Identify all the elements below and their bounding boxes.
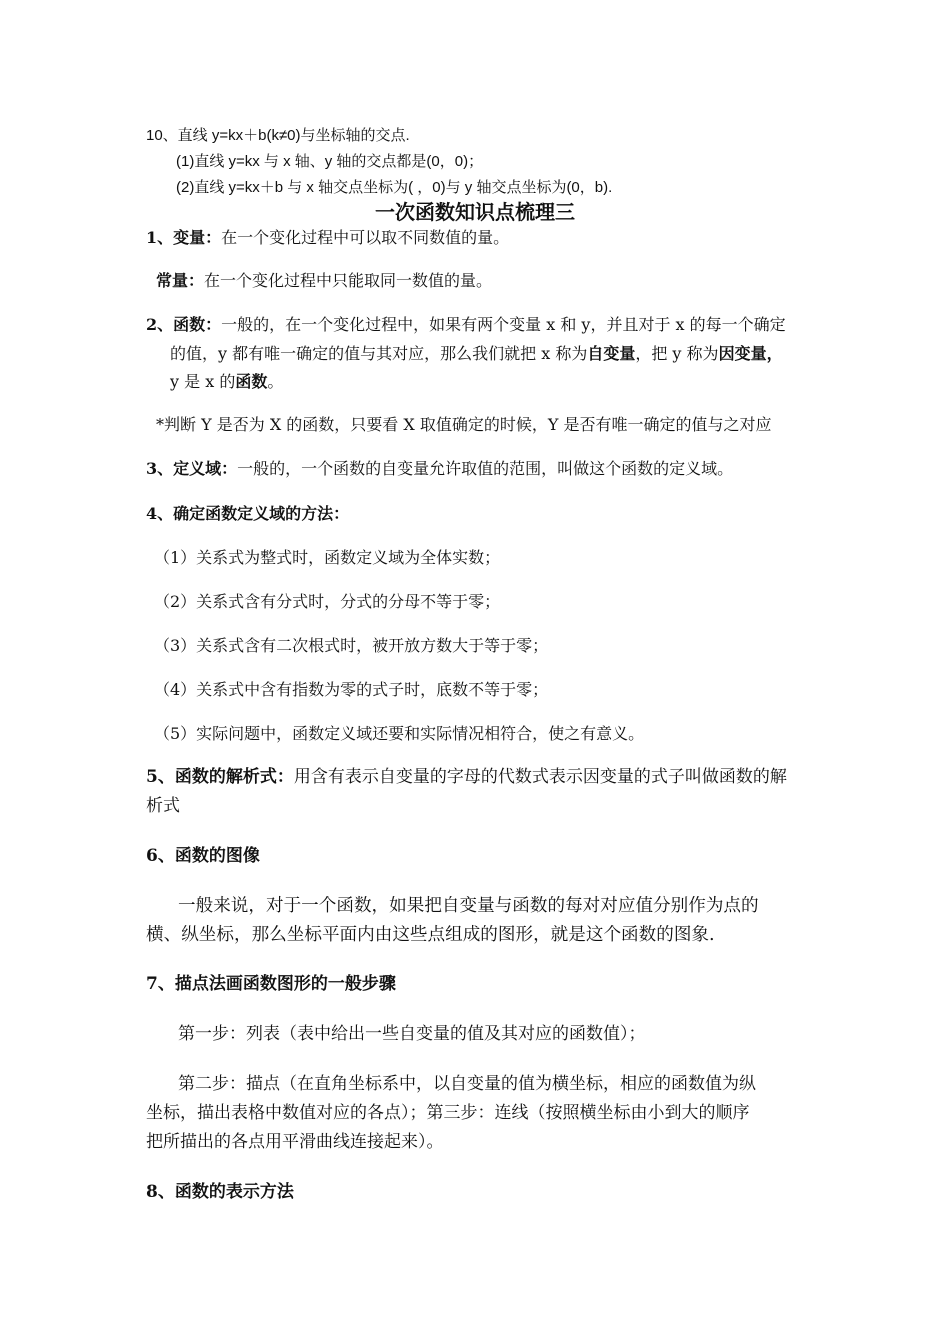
section-2-text-line3a: y 是 x 的: [170, 372, 236, 391]
section-8-heading: 8、函数的表示方法: [146, 1182, 294, 1202]
section-5-line2: 析式: [146, 796, 180, 816]
section-7-heading: 7、描点法画函数图形的一般步骤: [146, 974, 396, 994]
section-2-note: *判断 Y 是否为 X 的函数，只要看 X 取值确定的时候，Y 是否有唯一确定的值与之对应: [156, 415, 772, 434]
section-3-label: 3、定义域：: [146, 459, 238, 478]
section-2-text-line2e: ，: [766, 344, 783, 363]
domain-method-item: （4）关系式中含有指数为零的式子时，底数不等于零；: [154, 680, 549, 699]
section-6-heading: 6、函数的图像: [146, 846, 260, 866]
section-2-text-line3c: 。: [267, 372, 284, 391]
domain-method-item: （1）关系式为整式时，函数定义域为全体实数；: [154, 548, 501, 567]
domain-method-item: （3）关系式含有二次根式时，被开放方数大于等于零；: [154, 636, 549, 655]
section-6-line2: 横、纵坐标，那么坐标平面内由这些点组成的图形，就是这个函数的图象.: [146, 925, 715, 945]
section-6-line1: 一般来说，对于一个函数，如果把自变量与函数的每对对应值分别作为点的: [178, 896, 759, 916]
section-5-line1: [146, 767, 787, 787]
section-1-text: 在一个变化过程中可以取不同数值的量。: [221, 228, 510, 247]
domain-method-item: （2）关系式含有分式时，分式的分母不等于零；: [154, 592, 501, 611]
term-independent-variable: 自变量: [587, 344, 636, 363]
section-1-variable: [146, 228, 509, 248]
constant-text: 在一个变化过程中只能取同一数值的量。: [204, 271, 493, 290]
item10-sub1: (1)直线 y=kx 与 x 轴、y 轴的交点都是(0，0)；: [176, 153, 484, 170]
section-5-text: 用含有表示自变量的字母的代数式表示因变量的式子叫做函数的解: [293, 767, 787, 787]
section-7-step2-line2: 坐标，描出表格中数值对应的各点）；第三步：连线（按照横坐标由小到大的顺序: [146, 1103, 750, 1123]
section-2-text-line2a: 的值，y 都有唯一确定的值与其对应，那么我们就把 x 称为: [170, 344, 588, 363]
section-2-text-line2c: ，把 y 称为: [635, 344, 719, 363]
section-7-step1: 第一步：列表（表中给出一些自变量的值及其对应的函数值）；: [178, 1024, 646, 1044]
section-5-label: 5、函数的解析式：: [146, 767, 294, 787]
section-3-domain: [146, 459, 733, 479]
page-title: 一次函数知识点梳理三: [375, 200, 575, 224]
item10-heading: 10、直线 y=kx＋b(k≠0)与坐标轴的交点.: [146, 127, 410, 144]
domain-method-item: （5）实际问题中，函数定义域还要和实际情况相符合，使之有意义。: [154, 724, 645, 743]
section-2-line3: [170, 372, 283, 392]
section-2-text-line1: 一般的，在一个变化过程中，如果有两个变量 x 和 y，并且对于 x 的每一个确定: [221, 315, 786, 334]
section-1-constant: [156, 271, 492, 291]
term-function: 函数: [235, 372, 268, 391]
section-2-label: 2、函数：: [146, 315, 222, 334]
item10-sub2: (2)直线 y=kx＋b 与 x 轴交点坐标为( ，0)与 y 轴交点坐标为(0，b).: [176, 179, 613, 196]
term-dependent-variable: 因变量: [718, 344, 767, 363]
section-3-text: 一般的，一个函数的自变量允许取值的范围，叫做这个函数的定义域。: [237, 459, 734, 478]
constant-label: 常量：: [156, 271, 205, 290]
section-1-label: 1、变量：: [146, 228, 222, 247]
section-2-line2: [170, 344, 783, 364]
section-2-line1: [146, 315, 786, 335]
section-7-step2-line1: 第二步：描点（在直角坐标系中，以自变量的值为横坐标，相应的函数值为纵: [178, 1074, 756, 1094]
section-4-heading: 4、确定函数定义域的方法：: [146, 504, 350, 523]
section-7-step2-line3: 把所描出的各点用平滑曲线连接起来）。: [146, 1132, 444, 1152]
